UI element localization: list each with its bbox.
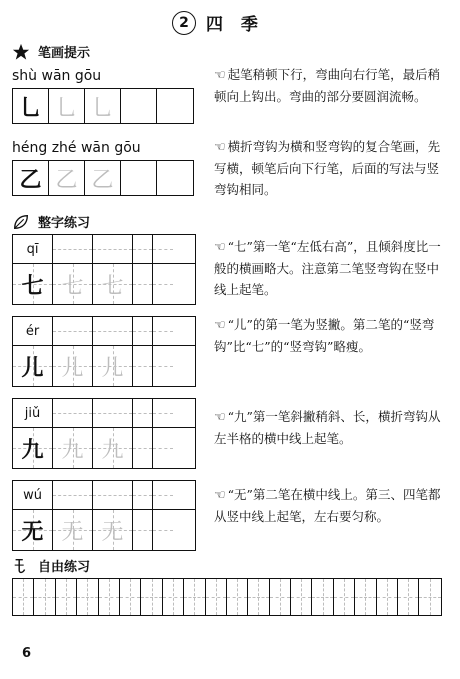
free-practice-cell[interactable] <box>99 579 120 615</box>
pinyin-row <box>13 399 195 428</box>
grid-cell: 七 <box>93 264 133 304</box>
grid-cell: 七 <box>13 264 53 304</box>
pointing-hand-icon: ☜ <box>214 240 226 255</box>
stroke-pinyin: shù wān gōu <box>12 68 102 84</box>
lesson-number: 2 <box>172 11 196 35</box>
char-pinyin: qī <box>13 235 53 263</box>
grid-cell: 儿 <box>53 346 93 386</box>
grid-cell[interactable] <box>153 264 173 304</box>
stroke-note: ☜ 起笔稍顿下行，弯曲向右行笔，最后稍顿向上钩出。弯曲的部分要圆润流畅。 <box>214 67 441 104</box>
free-practice-cell[interactable] <box>77 579 98 615</box>
free-practice-cell[interactable] <box>163 579 184 615</box>
grid-cell: 乚 <box>85 89 121 123</box>
pointing-hand-icon: ☜ <box>214 140 226 155</box>
free-practice-cell[interactable] <box>334 579 355 615</box>
free-practice-cell[interactable] <box>398 579 419 615</box>
char-row <box>13 264 195 304</box>
char-note: ☜ “九”第一笔斜撇稍斜、长，横折弯钩从左半格的横中线上起笔。 <box>214 409 441 446</box>
char-note: ☜ “七”第一笔“左低右高”，且倾斜度比一般的横画略大。注意第二笔竖弯钩在竖中线上起笔。 <box>214 239 441 297</box>
free-practice-cell[interactable] <box>206 579 227 615</box>
grid-cell: 无 <box>53 510 93 550</box>
grid-cell[interactable] <box>121 161 157 195</box>
free-practice-cell[interactable] <box>377 579 398 615</box>
grid-cell: 无 <box>93 510 133 550</box>
grid-cell[interactable] <box>153 510 173 550</box>
stroke-practice-grid <box>12 88 194 124</box>
char-row <box>13 346 195 386</box>
stroke-note: ☜ 横折弯钩为横和竖弯钩的复合笔画，先写横，顿笔后向下行笔，后面的写法与竖弯钩相同。 <box>214 139 441 197</box>
character-practice-grid <box>12 480 196 551</box>
grid-cell[interactable] <box>153 428 173 468</box>
pointing-hand-icon: ☜ <box>214 410 226 425</box>
pointing-hand-icon: ☜ <box>214 68 226 83</box>
free-practice-cell[interactable] <box>120 579 141 615</box>
grid-cell: 九 <box>13 428 53 468</box>
leaf-icon <box>12 213 30 231</box>
free-practice-cell[interactable] <box>248 579 269 615</box>
lesson-name: 四 季 <box>206 15 264 35</box>
lesson-title <box>172 10 264 35</box>
pointing-hand-icon: ☜ <box>214 488 226 503</box>
free-practice-cell[interactable] <box>184 579 205 615</box>
grid-cell[interactable] <box>133 428 153 468</box>
pointing-hand-icon: ☜ <box>214 318 226 333</box>
stroke-practice-grid <box>12 160 194 196</box>
free-practice-cell[interactable] <box>227 579 248 615</box>
grid-cell: 乙 <box>49 161 85 195</box>
pinyin-row <box>13 317 195 346</box>
grid-cell[interactable] <box>133 510 153 550</box>
char-pinyin: wú <box>13 481 53 509</box>
grid-cell: 乚 <box>49 89 85 123</box>
grid-cell[interactable] <box>157 89 193 123</box>
pinyin-row <box>13 481 195 510</box>
char-note: ☜ “无”第二笔在横中线上。第三、四笔都从竖中线上起笔，左右要匀称。 <box>214 487 441 524</box>
character-practice-grid <box>12 398 196 469</box>
stroke-pinyin: héng zhé wān gōu <box>12 140 141 156</box>
grid-cell: 七 <box>53 264 93 304</box>
grid-cell: 无 <box>13 510 53 550</box>
char-row <box>13 428 195 468</box>
section-stroke-tips: 笔画提示 <box>12 42 90 61</box>
grid-cell: 儿 <box>93 346 133 386</box>
free-practice-cell[interactable] <box>419 579 440 615</box>
grid-cell: 乙 <box>85 161 121 195</box>
character-practice-grid <box>12 316 196 387</box>
grid-cell: 九 <box>53 428 93 468</box>
character-practice-grid <box>12 234 196 305</box>
free-practice-cell[interactable] <box>34 579 55 615</box>
free-practice-cell[interactable] <box>312 579 333 615</box>
grid-cell[interactable] <box>157 161 193 195</box>
grid-cell[interactable] <box>133 346 153 386</box>
grid-cell: 儿 <box>13 346 53 386</box>
grid-cell[interactable] <box>133 264 153 304</box>
free-practice-cell[interactable] <box>56 579 77 615</box>
page-number: 6 <box>22 646 32 661</box>
section-free-practice: 自由练习 <box>12 556 90 575</box>
char-pinyin: ér <box>13 317 53 345</box>
pinyin-row <box>13 235 195 264</box>
char-note: ☜ “儿”的第一笔为竖撇。第二笔的“竖弯钩”比“七”的“竖弯钩”略瘦。 <box>214 317 435 354</box>
star-icon <box>12 43 30 61</box>
free-practice-cell[interactable] <box>13 579 34 615</box>
grid-cell: 九 <box>93 428 133 468</box>
hook-icon <box>12 557 30 575</box>
grid-cell: 乙 <box>13 161 49 195</box>
free-practice-cell[interactable] <box>355 579 376 615</box>
grid-cell[interactable] <box>153 346 173 386</box>
free-practice-cell[interactable] <box>141 579 162 615</box>
free-practice-grid <box>12 578 442 616</box>
section-character-practice: 整字练习 <box>12 212 90 231</box>
grid-cell[interactable] <box>121 89 157 123</box>
free-practice-cell[interactable] <box>291 579 312 615</box>
char-row <box>13 510 195 550</box>
free-practice-cell[interactable] <box>270 579 291 615</box>
grid-cell: 乚 <box>13 89 49 123</box>
char-pinyin: jiǔ <box>13 399 53 427</box>
